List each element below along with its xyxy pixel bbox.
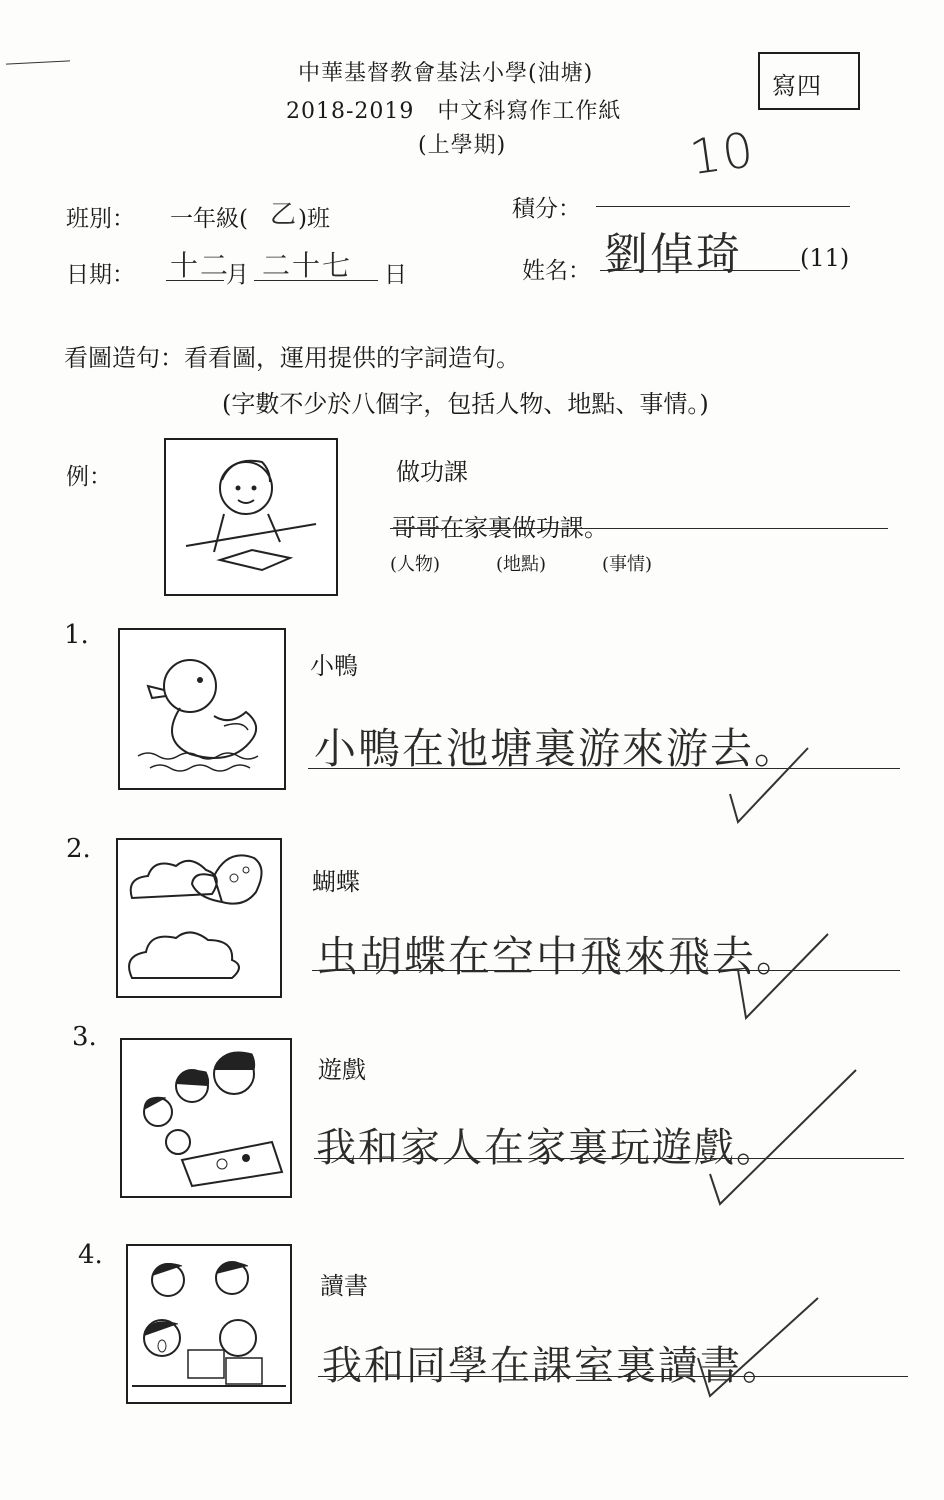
hint-event: (事情) xyxy=(602,554,653,575)
students-reading-picture-icon xyxy=(128,1246,290,1402)
class-value-suffix: )班 xyxy=(298,206,330,232)
name-value: 劉倬琦 xyxy=(604,229,742,280)
check-mark-3 xyxy=(706,1062,866,1212)
hint-place: (地點) xyxy=(496,554,547,575)
name-label: 姓名： xyxy=(522,258,591,284)
date-month: 十二 xyxy=(170,249,231,282)
answer-3: 我和家人在家裏玩遊戲。 xyxy=(316,1125,778,1171)
answer-1: 小鴨在池塘裏游來游去。 xyxy=(314,724,799,773)
score-label: 積分： xyxy=(512,196,581,222)
question-word-4: 讀書 xyxy=(320,1272,368,1300)
question-number-2: 2. xyxy=(66,834,91,864)
worksheet-code: 寫四 xyxy=(772,72,822,100)
question-picture-frame-3 xyxy=(120,1038,292,1198)
score-value: 10 xyxy=(686,121,759,187)
instruction-note: (字數不少於八個字，包括人物、地點、事情。) xyxy=(222,390,709,418)
school-name: 中華基督教會基法小學(油塘) xyxy=(298,61,594,86)
month-char: 月 xyxy=(226,262,249,288)
example-line xyxy=(390,528,888,529)
family-playing-picture-icon xyxy=(122,1040,290,1196)
duckling-picture-icon xyxy=(120,630,284,788)
example-label: 例： xyxy=(66,464,112,490)
date-day: 二十七 xyxy=(262,249,353,282)
question-number-4: 4. xyxy=(78,1240,103,1270)
class-value-prefix: 一年級( xyxy=(170,206,248,232)
question-word-1: 小鴨 xyxy=(310,652,358,680)
check-mark-4 xyxy=(694,1292,824,1402)
question-picture-frame-4 xyxy=(126,1244,292,1404)
student-number: (11) xyxy=(800,244,850,272)
question-picture-frame-1 xyxy=(118,628,286,790)
question-number-1: 1. xyxy=(64,620,89,650)
answer-4: 我和同學在課室裏讀書。 xyxy=(322,1343,784,1389)
example-word: 做功課 xyxy=(396,458,468,486)
date-label: 日期： xyxy=(66,262,135,288)
class-letter: 乙 xyxy=(270,200,299,230)
check-mark-1 xyxy=(724,742,814,832)
question-number-3: 3. xyxy=(72,1022,97,1052)
score-line xyxy=(596,206,850,207)
boy-studying-picture xyxy=(166,440,336,594)
answer-2: 虫胡蝶在空中飛來飛去。 xyxy=(316,932,801,981)
instruction-main: 看圖造句：看看圖，運用提供的字詞造句。 xyxy=(64,344,520,372)
question-word-3: 遊戲 xyxy=(318,1056,366,1084)
margin-mark xyxy=(6,60,70,64)
butterfly-clouds-picture-icon xyxy=(118,840,280,996)
year-subject: 2018-2019 中文科寫作工作紙 xyxy=(286,99,622,124)
term: (上學期) xyxy=(418,133,507,158)
question-picture-frame-2 xyxy=(116,838,282,998)
class-label: 班別： xyxy=(66,206,135,232)
question-word-2: 蝴蝶 xyxy=(312,868,360,896)
hint-person: (人物) xyxy=(390,554,441,575)
check-mark-2 xyxy=(732,930,832,1030)
example-sentence: 哥哥在家裏做功課。 xyxy=(392,514,608,542)
day-char: 日 xyxy=(384,262,407,288)
example-picture-frame xyxy=(164,438,338,596)
